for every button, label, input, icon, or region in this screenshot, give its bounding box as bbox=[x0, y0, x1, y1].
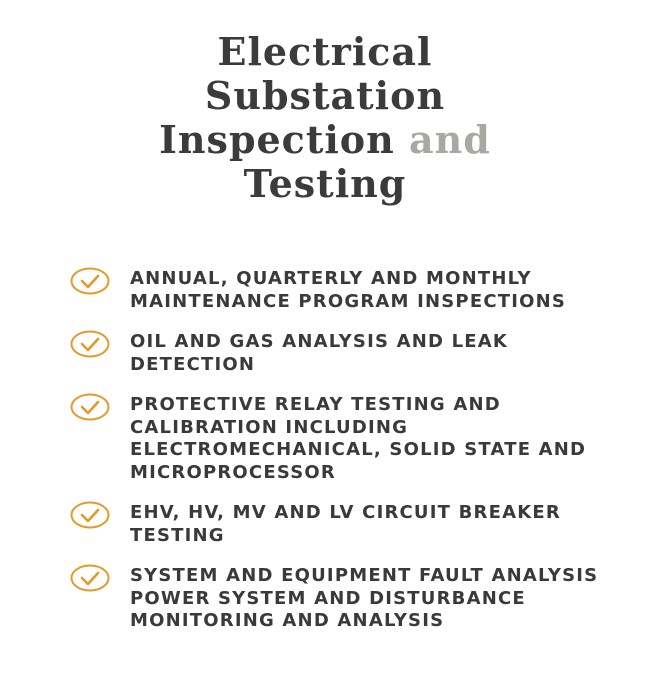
checkmark-circle-icon bbox=[70, 393, 110, 421]
checkmark-circle-icon bbox=[70, 267, 110, 295]
list-item bbox=[70, 331, 630, 376]
page-title bbox=[60, 30, 590, 206]
title-line-3 bbox=[60, 118, 590, 162]
list-item-text: EHV, HV, MV AND LV CIRCUIT BREAKER TESTING bbox=[130, 502, 561, 546]
title-word-inspection: Inspection bbox=[159, 117, 395, 162]
checkmark-circle-icon bbox=[70, 330, 110, 358]
list-item bbox=[70, 394, 630, 484]
list-item-text: SYSTEM AND EQUIPMENT FAULT ANALYSIS POWER SYSTEM AND DISTURBANCE MONITORING AND ANALYSIS bbox=[130, 565, 599, 631]
title-line-2: Substation bbox=[204, 73, 446, 118]
title-word-and: and bbox=[409, 117, 491, 162]
list-item-text: PROTECTIVE RELAY TESTING AND CALIBRATION INCLUDING ELECTROMECHANICAL, SOLID STATE AND MICROPROCESSOR bbox=[130, 394, 587, 483]
list-item bbox=[70, 565, 630, 633]
checkmark-circle-icon bbox=[70, 564, 110, 592]
list-item-text: OIL AND GAS ANALYSIS AND LEAK DETECTION bbox=[130, 331, 509, 375]
list-item-text: ANNUAL, QUARTERLY AND MONTHLY MAINTENANCE PROGRAM INSPECTIONS bbox=[130, 268, 567, 312]
list-item bbox=[70, 502, 630, 547]
title-line-4: Testing bbox=[243, 161, 407, 206]
list-item bbox=[70, 268, 630, 313]
checkmark-circle-icon bbox=[70, 501, 110, 529]
services-list bbox=[70, 268, 630, 633]
title-line-1: Electrical bbox=[217, 29, 433, 74]
